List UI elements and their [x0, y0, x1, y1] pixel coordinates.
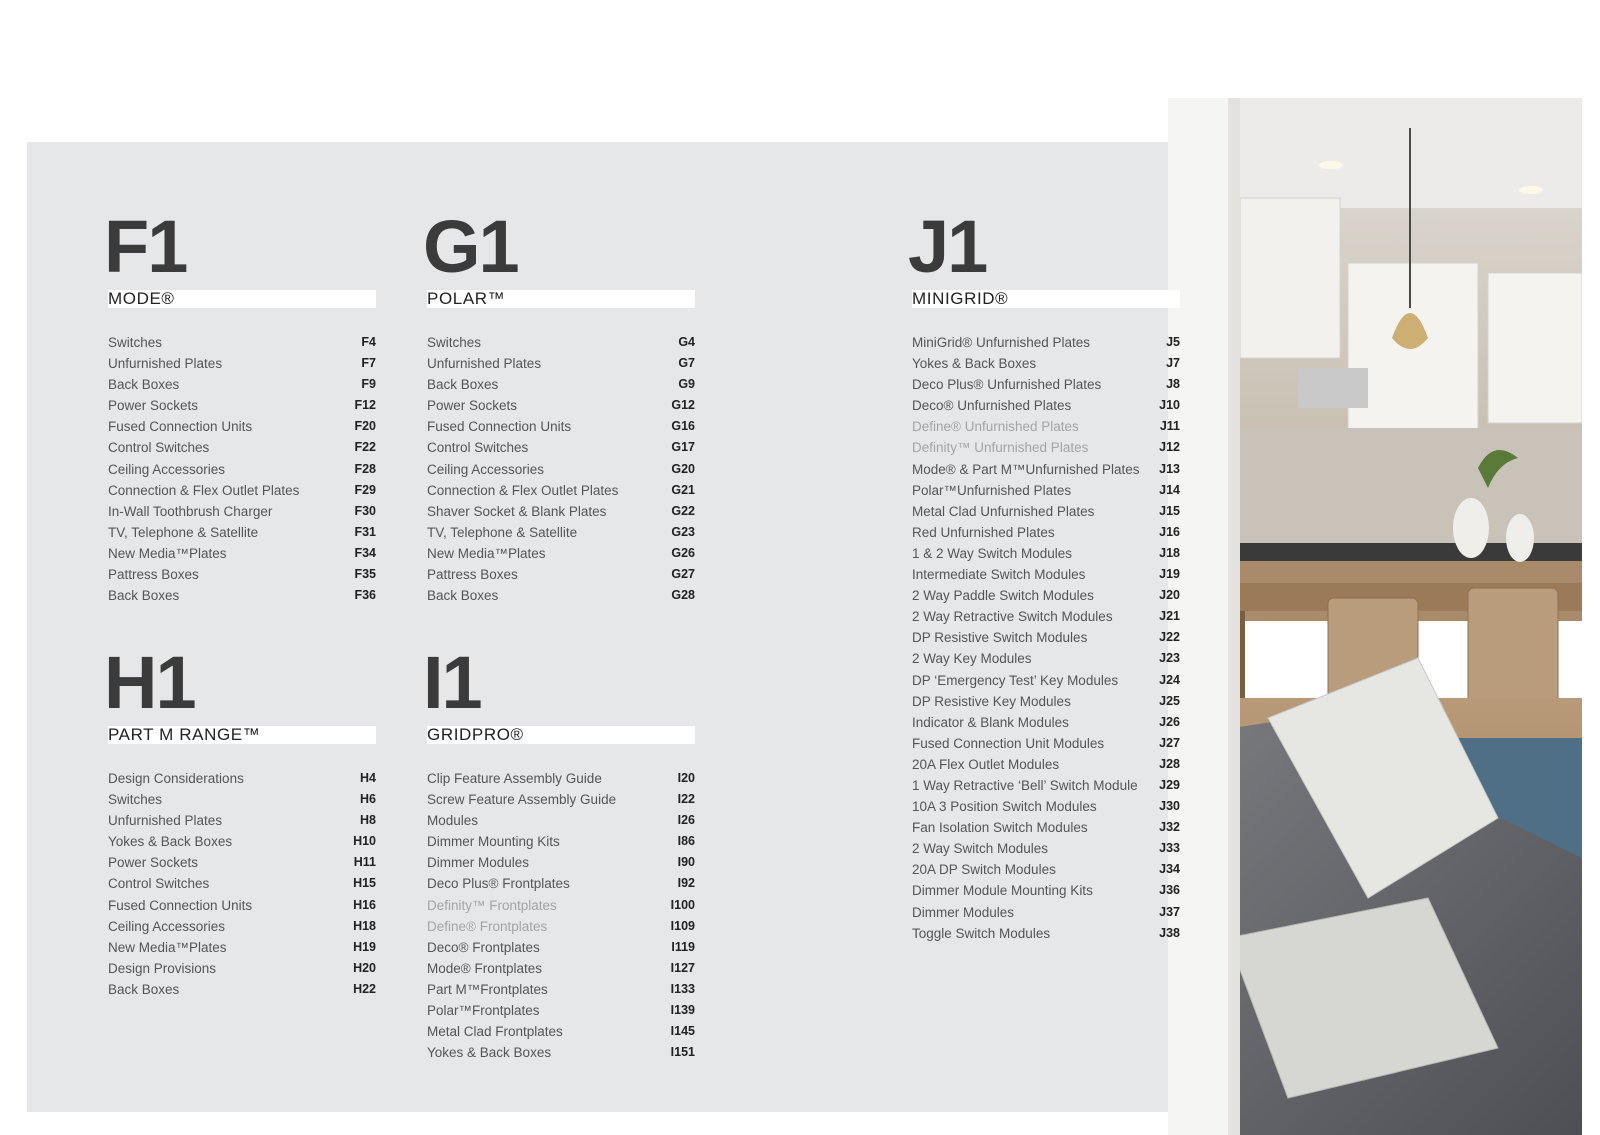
- contents-entry[interactable]: [912, 923, 1180, 944]
- contents-entry[interactable]: [912, 712, 1180, 733]
- entry-label: 1 Way Retractive ‘Bell’ Switch Module: [912, 777, 1138, 793]
- entry-label: MiniGrid® Unfurnished Plates: [912, 335, 1091, 350]
- entry-label: 20A Flex Outlet Modules: [912, 756, 1060, 772]
- entry-label: Fused Connection Units: [108, 897, 253, 913]
- entry-page-ref: F12: [354, 398, 376, 413]
- entry-page-ref: J7: [1166, 356, 1180, 371]
- entry-page-ref: J27: [1159, 735, 1180, 750]
- entry-page-ref: I20: [677, 771, 695, 785]
- entry-label: Fused Connection Units: [108, 419, 253, 435]
- entry-page-ref: J11: [1159, 419, 1180, 434]
- entry-label: Deco® Unfurnished Plates: [912, 398, 1072, 414]
- contents-entry[interactable]: [427, 895, 695, 916]
- entry-page-ref: G20: [671, 461, 695, 476]
- entry-label: Dimmer Modules: [427, 855, 530, 871]
- contents-entry[interactable]: [427, 1042, 695, 1063]
- contents-entry[interactable]: [912, 374, 1180, 395]
- entry-page-ref: I90: [677, 855, 695, 870]
- entry-page-ref: J8: [1166, 377, 1180, 392]
- entry-label: Unfurnished Plates: [108, 813, 223, 829]
- contents-entry[interactable]: [912, 902, 1180, 923]
- contents-entry[interactable]: [108, 437, 376, 458]
- contents-entry[interactable]: [427, 768, 695, 789]
- entry-label: Fan Isolation Switch Modules: [912, 820, 1088, 836]
- entry-label: 1 & 2 Way Switch Modules: [912, 545, 1073, 561]
- contents-entry[interactable]: [427, 564, 695, 585]
- entry-page-ref: F4: [361, 335, 376, 349]
- contents-list: [108, 332, 376, 606]
- section-code: H1: [104, 641, 195, 724]
- entry-page-ref: G9: [678, 377, 695, 392]
- contents-entry[interactable]: [108, 332, 376, 353]
- entry-page-ref: I26: [677, 813, 695, 828]
- contents-entry[interactable]: [912, 332, 1180, 353]
- contents-entry[interactable]: [912, 817, 1180, 838]
- entry-label: Back Boxes: [427, 377, 499, 393]
- contents-entry[interactable]: [108, 501, 376, 522]
- entry-label: Control Switches: [108, 440, 210, 456]
- entry-label: Definity™ Frontplates: [427, 897, 557, 913]
- contents-entry[interactable]: [912, 585, 1180, 606]
- contents-entry[interactable]: [108, 810, 376, 831]
- entry-page-ref: I145: [670, 1024, 695, 1039]
- entry-label: Design Considerations: [108, 771, 244, 786]
- contents-entry[interactable]: [427, 852, 695, 873]
- entry-page-ref: J21: [1159, 609, 1180, 624]
- contents-entry[interactable]: [108, 789, 376, 810]
- contents-entry[interactable]: [427, 395, 695, 416]
- entry-page-ref: I100: [670, 897, 695, 912]
- entry-page-ref: F9: [361, 377, 376, 392]
- entry-page-ref: I133: [670, 981, 695, 996]
- entry-label: Connection & Flex Outlet Plates: [427, 482, 619, 498]
- entry-page-ref: I86: [677, 834, 695, 849]
- entry-label: 10A 3 Position Switch Modules: [912, 799, 1097, 815]
- entry-label: Metal Clad Frontplates: [427, 1024, 563, 1040]
- contents-entry[interactable]: [912, 501, 1180, 522]
- entry-label: Back Boxes: [108, 377, 180, 393]
- entry-page-ref: J37: [1159, 904, 1180, 919]
- section-code: I1: [423, 641, 481, 724]
- contents-entry[interactable]: [912, 606, 1180, 627]
- entry-label: 2 Way Paddle Switch Modules: [912, 588, 1094, 604]
- contents-entry[interactable]: [108, 395, 376, 416]
- entry-page-ref: J16: [1159, 524, 1180, 539]
- contents-entry[interactable]: [108, 916, 376, 937]
- entry-page-ref: G4: [678, 335, 695, 349]
- entry-label: New Media™Plates: [108, 545, 227, 561]
- section-title-bar: [427, 726, 695, 744]
- contents-entry[interactable]: [427, 501, 695, 522]
- entry-label: Fused Connection Units: [427, 419, 572, 435]
- contents-entry[interactable]: [427, 585, 695, 606]
- entry-label: Deco Plus® Unfurnished Plates: [912, 377, 1102, 393]
- section-code: J1: [908, 205, 987, 288]
- contents-entry[interactable]: [108, 522, 376, 543]
- entry-label: Modules: [427, 813, 479, 829]
- contents-entry[interactable]: [108, 564, 376, 585]
- contents-entry[interactable]: [912, 353, 1180, 374]
- entry-label: Control Switches: [427, 440, 529, 456]
- section-title: MINIGRID®: [912, 289, 1009, 308]
- entry-label: 2 Way Retractive Switch Modules: [912, 609, 1113, 625]
- entry-label: Back Boxes: [108, 588, 180, 604]
- entry-label: Deco Plus® Frontplates: [427, 876, 570, 892]
- entry-page-ref: J26: [1159, 714, 1180, 729]
- entry-label: Indicator & Blank Modules: [912, 714, 1069, 730]
- entry-page-ref: G21: [671, 482, 695, 497]
- contents-entry[interactable]: [427, 353, 695, 374]
- entry-label: Shaver Socket & Blank Plates: [427, 503, 607, 519]
- entry-label: Dimmer Modules: [912, 904, 1015, 920]
- contents-entry[interactable]: [427, 1000, 695, 1021]
- entry-page-ref: G28: [671, 588, 695, 603]
- contents-entry[interactable]: [108, 480, 376, 501]
- contents-entry[interactable]: [912, 691, 1180, 712]
- entry-page-ref: J25: [1159, 693, 1180, 708]
- contents-entry[interactable]: [912, 838, 1180, 859]
- entry-page-ref: J10: [1159, 398, 1180, 413]
- section-title: MODE®: [108, 289, 175, 308]
- entry-page-ref: G23: [671, 524, 695, 539]
- entry-page-ref: J13: [1159, 461, 1180, 476]
- entry-label: New Media™Plates: [427, 545, 546, 561]
- contents-entry[interactable]: [427, 873, 695, 894]
- entry-page-ref: H15: [353, 876, 376, 891]
- contents-entry[interactable]: [108, 459, 376, 480]
- entry-label: Pattress Boxes: [108, 567, 199, 583]
- contents-entry[interactable]: [427, 543, 695, 564]
- entry-page-ref: F20: [354, 419, 376, 434]
- entry-page-ref: J38: [1159, 925, 1180, 940]
- entry-label: New Media™Plates: [108, 939, 227, 955]
- entry-page-ref: H10: [353, 834, 376, 849]
- contents-list: [912, 332, 1180, 944]
- entry-page-ref: H4: [360, 771, 376, 785]
- contents-entry[interactable]: [108, 895, 376, 916]
- entry-page-ref: G17: [671, 440, 695, 455]
- entry-label: Switches: [427, 335, 482, 350]
- entry-page-ref: G12: [671, 398, 695, 413]
- entry-page-ref: F36: [354, 588, 376, 603]
- entry-label: Yokes & Back Boxes: [912, 356, 1037, 372]
- contents-entry[interactable]: [427, 810, 695, 831]
- entry-page-ref: I139: [670, 1003, 695, 1018]
- section-f1: [104, 205, 376, 606]
- section-i1: [423, 641, 695, 1063]
- contents-entry[interactable]: [108, 416, 376, 437]
- contents-entry[interactable]: [427, 522, 695, 543]
- contents-entry[interactable]: [912, 564, 1180, 585]
- entry-label: TV, Telephone & Satellite: [108, 524, 259, 540]
- entry-page-ref: J33: [1159, 841, 1180, 856]
- entry-label: Intermediate Switch Modules: [912, 567, 1086, 583]
- section-code: F1: [104, 205, 187, 288]
- entry-page-ref: J24: [1159, 672, 1180, 687]
- entry-page-ref: F34: [354, 545, 376, 560]
- contents-entry[interactable]: [427, 979, 695, 1000]
- contents-entry[interactable]: [108, 543, 376, 564]
- section-title-bar: [912, 290, 1180, 308]
- entry-label: TV, Telephone & Satellite: [427, 524, 578, 540]
- contents-entry[interactable]: [912, 796, 1180, 817]
- entry-page-ref: H19: [353, 939, 376, 954]
- entry-label: Switches: [108, 335, 163, 350]
- section-title: POLAR™: [427, 289, 506, 308]
- contents-entry[interactable]: [427, 374, 695, 395]
- entry-page-ref: F28: [354, 461, 376, 476]
- entry-label: Deco® Frontplates: [427, 939, 540, 955]
- entry-label: DP Resistive Switch Modules: [912, 630, 1088, 646]
- contents-entry[interactable]: [912, 416, 1180, 437]
- contents-list: [108, 768, 376, 1000]
- contents-entry[interactable]: [108, 585, 376, 606]
- entry-page-ref: J32: [1159, 820, 1180, 835]
- entry-page-ref: F30: [354, 503, 376, 518]
- contents-entry[interactable]: [108, 852, 376, 873]
- contents-entry[interactable]: [108, 958, 376, 979]
- entry-label: Control Switches: [108, 876, 210, 892]
- entry-label: Yokes & Back Boxes: [427, 1045, 552, 1061]
- entry-label: Define® Frontplates: [427, 918, 548, 934]
- entry-page-ref: G16: [671, 419, 695, 434]
- entry-page-ref: F31: [354, 524, 376, 539]
- entry-label: DP ‘Emergency Test’ Key Modules: [912, 672, 1119, 688]
- entry-page-ref: J5: [1166, 335, 1180, 349]
- contents-entry[interactable]: [108, 937, 376, 958]
- entry-page-ref: J14: [1159, 482, 1180, 497]
- entry-label: Unfurnished Plates: [427, 356, 542, 372]
- section-j1: [908, 205, 1180, 944]
- entry-page-ref: G27: [671, 567, 695, 582]
- entry-label: Ceiling Accessories: [427, 461, 545, 477]
- contents-entry[interactable]: [912, 480, 1180, 501]
- entry-page-ref: G26: [671, 545, 695, 560]
- entry-label: 2 Way Key Modules: [912, 651, 1032, 667]
- section-title-bar: [108, 290, 376, 308]
- contents-entry[interactable]: [427, 1021, 695, 1042]
- entry-label: Dimmer Module Mounting Kits: [912, 883, 1093, 899]
- entry-page-ref: J20: [1159, 588, 1180, 603]
- entry-label: Dimmer Mounting Kits: [427, 834, 560, 850]
- section-title-bar: [108, 726, 376, 744]
- contents-entry[interactable]: [427, 437, 695, 458]
- entry-label: Yokes & Back Boxes: [108, 834, 233, 850]
- contents-entry[interactable]: [427, 480, 695, 501]
- entry-page-ref: G22: [671, 503, 695, 518]
- contents-entry[interactable]: [108, 374, 376, 395]
- entry-page-ref: I127: [670, 960, 695, 975]
- entry-page-ref: J18: [1159, 545, 1180, 560]
- entry-label: In-Wall Toothbrush Charger: [108, 503, 273, 519]
- entry-label: Back Boxes: [427, 588, 499, 604]
- contents-entry[interactable]: [912, 459, 1180, 480]
- contents-entry[interactable]: [108, 353, 376, 374]
- entry-label: Mode® & Part M™Unfurnished Plates: [912, 461, 1140, 477]
- entry-page-ref: F22: [354, 440, 376, 455]
- entry-label: Ceiling Accessories: [108, 918, 226, 934]
- section-title-bar: [427, 290, 695, 308]
- entry-label: Part M™Frontplates: [427, 981, 548, 997]
- entry-page-ref: J22: [1159, 630, 1180, 645]
- entry-label: Define® Unfurnished Plates: [912, 419, 1079, 435]
- contents-entry[interactable]: [427, 459, 695, 480]
- entry-label: 20A DP Switch Modules: [912, 862, 1056, 878]
- section-code: G1: [423, 205, 518, 288]
- entry-page-ref: I92: [677, 876, 695, 891]
- entry-page-ref: I151: [670, 1045, 695, 1060]
- contents-entry[interactable]: [108, 979, 376, 1000]
- entry-page-ref: J23: [1159, 651, 1180, 666]
- entry-label: Mode® Frontplates: [427, 960, 543, 976]
- entry-label: Ceiling Accessories: [108, 461, 226, 477]
- entry-page-ref: J36: [1159, 883, 1180, 898]
- entry-page-ref: I109: [670, 918, 695, 933]
- contents-entry[interactable]: [427, 789, 695, 810]
- entry-label: Switches: [108, 792, 163, 808]
- entry-label: Connection & Flex Outlet Plates: [108, 482, 300, 498]
- entry-page-ref: J30: [1159, 799, 1180, 814]
- entry-label: Power Sockets: [108, 855, 199, 871]
- contents-entry[interactable]: [912, 775, 1180, 796]
- entry-page-ref: J12: [1159, 440, 1180, 455]
- contents-entry[interactable]: [912, 627, 1180, 648]
- entry-label: Screw Feature Assembly Guide: [427, 792, 617, 808]
- entry-label: Definity™ Unfurnished Plates: [912, 440, 1089, 456]
- entry-label: Design Provisions: [108, 960, 217, 976]
- contents-entry[interactable]: [427, 416, 695, 437]
- contents-entry[interactable]: [912, 670, 1180, 691]
- contents-entry[interactable]: [912, 543, 1180, 564]
- entry-page-ref: H6: [360, 792, 376, 807]
- contents-entry[interactable]: [427, 937, 695, 958]
- entry-label: Polar™Frontplates: [427, 1003, 540, 1019]
- entry-page-ref: I22: [677, 792, 695, 807]
- contents-entry[interactable]: [912, 880, 1180, 901]
- entry-page-ref: H16: [353, 897, 376, 912]
- entry-page-ref: I119: [671, 939, 695, 954]
- entry-label: Metal Clad Unfurnished Plates: [912, 503, 1095, 519]
- contents-entry[interactable]: [108, 831, 376, 852]
- entry-label: Back Boxes: [108, 981, 180, 997]
- entry-page-ref: G7: [678, 356, 695, 371]
- contents-entry[interactable]: [912, 648, 1180, 669]
- entry-page-ref: F35: [354, 567, 376, 582]
- entry-page-ref: H11: [353, 855, 376, 870]
- section-g1: [423, 205, 695, 606]
- section-h1: [104, 641, 376, 1000]
- contents-entry[interactable]: [912, 754, 1180, 775]
- entry-label: Fused Connection Unit Modules: [912, 735, 1105, 751]
- contents-entry[interactable]: [427, 332, 695, 353]
- entry-page-ref: J28: [1159, 756, 1180, 771]
- contents-entry[interactable]: [912, 733, 1180, 754]
- section-title: GRIDPRO®: [427, 725, 524, 744]
- entry-label: Clip Feature Assembly Guide: [427, 771, 602, 786]
- entry-label: Power Sockets: [108, 398, 199, 414]
- contents-list: [427, 332, 695, 606]
- entry-page-ref: H18: [353, 918, 376, 933]
- entry-label: DP Resistive Key Modules: [912, 693, 1071, 709]
- entry-page-ref: H20: [353, 960, 376, 975]
- contents-entry[interactable]: [912, 522, 1180, 543]
- contents-entry[interactable]: [108, 768, 376, 789]
- contents-entry[interactable]: [427, 958, 695, 979]
- entry-label: Pattress Boxes: [427, 567, 518, 583]
- contents-entry[interactable]: [912, 437, 1180, 458]
- entry-page-ref: H22: [353, 981, 376, 996]
- entry-label: Unfurnished Plates: [108, 356, 223, 372]
- contents-entry[interactable]: [427, 831, 695, 852]
- entry-page-ref: J29: [1159, 777, 1180, 792]
- entry-label: Toggle Switch Modules: [912, 925, 1051, 941]
- contents-list: [427, 768, 695, 1063]
- entry-page-ref: F7: [361, 356, 376, 371]
- contents-entry[interactable]: [108, 873, 376, 894]
- entry-label: Polar™Unfurnished Plates: [912, 482, 1072, 498]
- kitchen-living-photo: [1168, 98, 1582, 1135]
- entry-page-ref: H8: [360, 813, 376, 828]
- entry-page-ref: J19: [1159, 567, 1180, 582]
- entry-page-ref: F29: [354, 482, 376, 497]
- section-title: PART M RANGE™: [108, 725, 261, 744]
- contents-entry[interactable]: [912, 395, 1180, 416]
- entry-label: Red Unfurnished Plates: [912, 524, 1055, 540]
- entry-page-ref: J34: [1159, 862, 1180, 877]
- entry-page-ref: J15: [1159, 503, 1180, 518]
- contents-entry[interactable]: [912, 859, 1180, 880]
- entry-label: Power Sockets: [427, 398, 518, 414]
- contents-entry[interactable]: [427, 916, 695, 937]
- entry-label: 2 Way Switch Modules: [912, 841, 1049, 857]
